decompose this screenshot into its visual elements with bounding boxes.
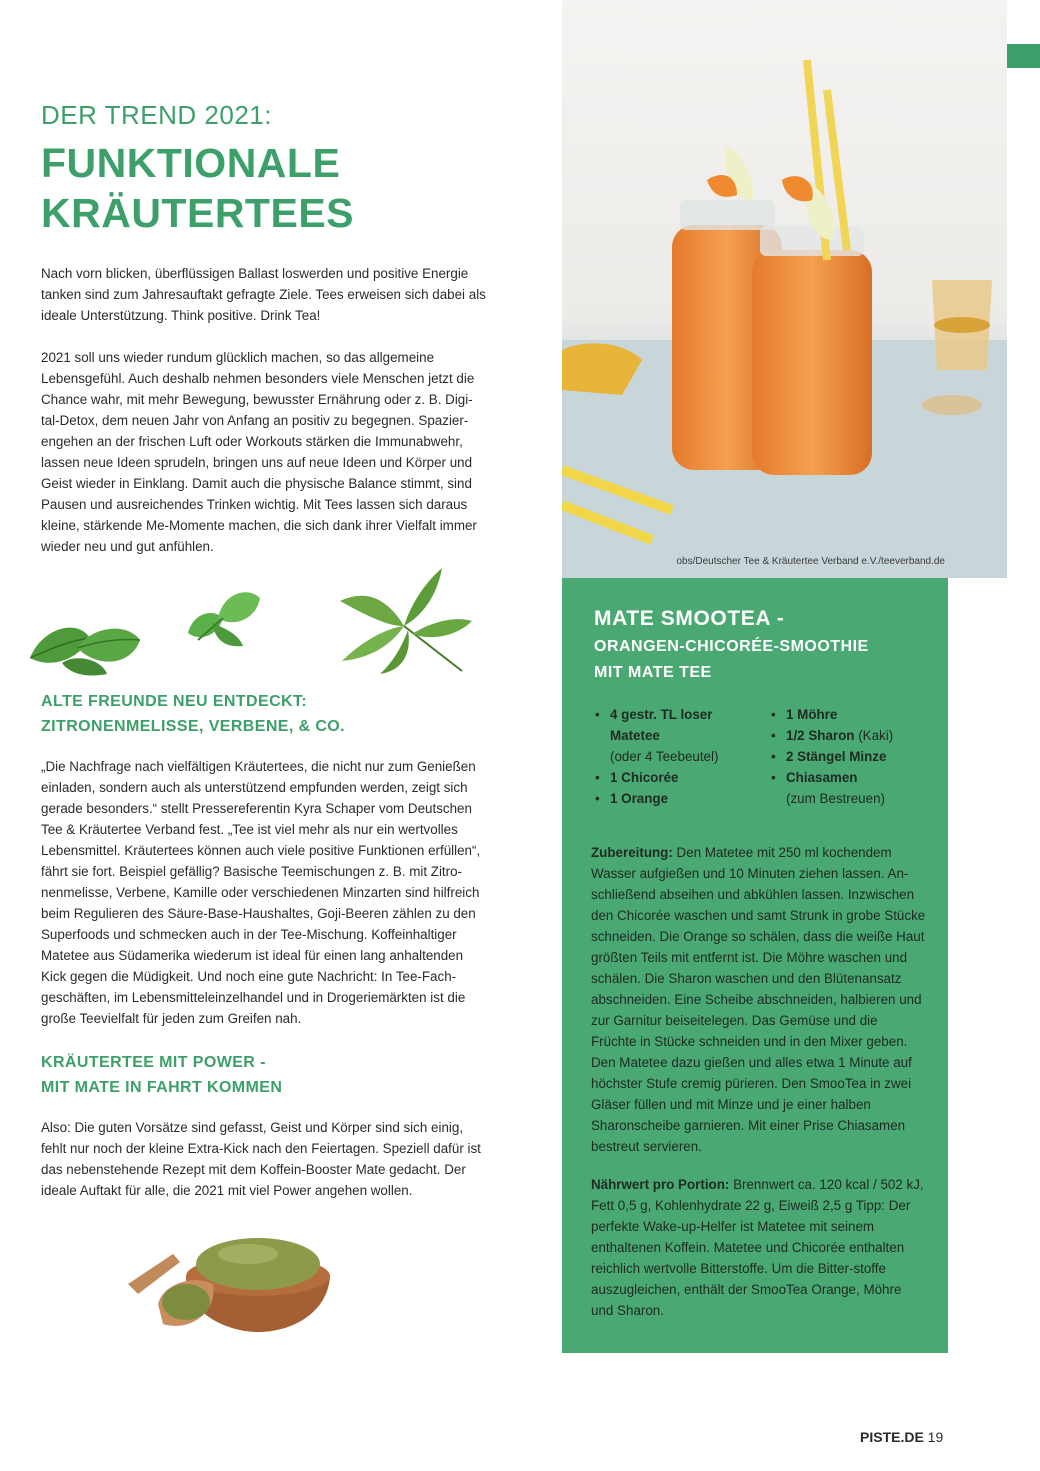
ingredient-note: (zum Bestreuen) (786, 791, 885, 806)
ingredient-item: • 4 gestr. TL loser (595, 704, 755, 725)
photo-credit: obs/Deutscher Tee & Kräutertee Verband e.V./teeverband.de (676, 556, 945, 567)
smoothie-photo (562, 0, 1007, 578)
recipe-title: MATE SMOOTEA - ORANGEN-CHICORÉE-SMOOTHIE MIT MATE TEE (594, 607, 869, 681)
section-1-body: „Die Nachfrage nach vielfältigen Kräutertees, die nicht nur zum Genießen einladen, sondern auch als unterstützend empfunden werden, zeigt sich gerade besonders.“ stellt Pressereferentin Kyra Schaper vom Deutschen Tee & Kräutertee Verband fest. „Tee ist viel mehr als nur ein wertvolles Lebensmittel. Kräutertees können auch viele positive Funktionen erfüllen“, fährt sie fort. Beispiel gefällig? Basische Teemischungen z. B. mit Zitro-nenmelisse, Verbene, Kamille oder verschiedenen Minzarten sind hilfreich beim Regulieren des Säure-Base-Haushaltes, Goji-Beeren zählen zu den Superfoods und schmecken auch in der Tee-Mischung. Koffeinhaltiger Matetee aus Südamerika wiederum ist ideal für einen lang anhaltenden Kick gegen die Müdigkeit. Und noch eine gute Nachricht: In Tee-Fach-geschäften, im Lebensmitteleinzelhandel und in Drogeriemärkten ist die große Teevielfalt für jeden zum Greifen nah. (41, 759, 481, 1026)
ingredient-note: (oder 4 Teebeutel) (610, 749, 719, 764)
section-2-body: Also: Die guten Vorsätze sind gefasst, Geist und Körper sind sich einig, fehlt nur noch der kleine Extra-Kick nach den Feiertagen. Speziell dafür ist das nebenstehende Rezept mit dem Koffein-Booster Mate gedacht. Der ideale Auftakt für alle, die 2021 mit viel Power angehen wollen. (41, 1120, 481, 1198)
ingredient-item: • 2 Stängel Minze (771, 746, 941, 767)
nutrition-label: Nährwert pro Portion: (591, 1177, 730, 1192)
page-title (41, 138, 354, 238)
recipe-box (562, 578, 948, 1353)
site-name: PISTE.DE (860, 1429, 924, 1445)
lemon-balm-leaves-image (22, 608, 147, 680)
ingredient-item: • 1 Orange (595, 788, 755, 809)
body-paragraph-2: 2021 soll uns wieder rundum glücklich machen, so das allgemeine Lebensgefühl. Auch deshalb nehmen besonders viele Menschen jetzt die Chance wahr, mit mehr Bewegung, bewusster Ernährung oder z. B. Digi-tal-Detox, dem neuen Jahr von Anfang an positiv zu begegnen. Spazier-engehen an der frischen Luft oder Workouts stärken die Immunabwehr, lassen neue Ideen sprudeln, bringen uns auf neue Ideen und Körper und Geist wieder in Einklang. Damit auch die physische Balance stimmt, sind Pausen und ausreichendes Trinken wichtig. Mit Tees lassen sich daraus kleine, stärkende Me-Momente machen, die sich dank ihrer Vielfalt immer wieder neu und gut anfühlen. (41, 350, 477, 554)
ingredient-item: • 1 Möhre (771, 704, 941, 725)
mint-sprig-image (178, 578, 268, 650)
intro-paragraph: Nach vorn blicken, überflüssigen Ballast loswerden und positive Energie tanken sind zum Jahresauftakt gefragte Ziele. Tees erweisen sich dabei als ideale Unterstützung. Think positive. Drink Tea! (41, 266, 486, 323)
preparation-label: Zubereitung: (591, 845, 673, 860)
title-line-2: KRÄUTERTEES (41, 190, 355, 236)
title-line-1: FUNKTIONALE (41, 140, 341, 186)
page-footer (860, 1429, 943, 1445)
ingredient-item-cont: Matetee (610, 728, 660, 743)
kicker: DER TREND 2021: (41, 100, 272, 130)
ingredient-item: • 1/2 Sharon (Kaki) (771, 725, 941, 746)
page-number: 19 (923, 1429, 944, 1445)
verbena-sprig-image (332, 566, 477, 681)
ingredients-list-right (771, 704, 941, 809)
ingredients-list-left (595, 704, 755, 809)
section-tab-marker (1007, 44, 1040, 68)
ingredient-item: • Chiasamen (771, 767, 941, 788)
smoothie-photo-art (562, 0, 1007, 578)
recipe-nutrition: Nährwert pro Portion: Brennwert ca. 120 kcal / 502 kJ, Fett 0,5 g, Kohlenhydrate 22 g, Eiweiß 2,5 g Tipp: Der perfekte Wake-up-Helfer ist Matetee mit seinem enthaltenen Koffein. Matetee und Chicorée enthalten reichlich wertvolle Bitterstoffe. Um die Bitter-stoffe auszugleichen, enthält der SmooTea Orange, Möhre und Sharon. (591, 1177, 924, 1318)
mate-tea-bowl-image (118, 1214, 343, 1334)
section-heading-alte-freunde: ALTE FREUNDE NEU ENTDECKT: ZITRONENMELISSE, VERBENE, & CO. (41, 693, 345, 735)
ingredient-item: • 1 Chicorée (595, 767, 755, 788)
section-heading-kraeutertee-power: KRÄUTERTEE MIT POWER - MIT MATE IN FAHRT KOMMEN (41, 1054, 283, 1096)
recipe-preparation: Zubereitung: Den Matetee mit 250 ml kochendem Wasser aufgießen und 10 Minuten ziehen lassen. An-schließend abseihen und abkühlen lassen. Inzwischen den Chicorée waschen und samt Strunk in grobe Stücke schneiden. Die Orange so schälen, dass die weiße Haut größten Teils mit entfernt ist. Die Möhre waschen und schälen. Die Sharon waschen und den Blütenansatz abschneiden. Eine Scheibe abschneiden, halbieren und zur Garnitur beiseitelegen. Das Gemüse und die Früchte in Stücke schneiden und in den Mixer geben. Den Matetee dazu gießen und alles etwa 1 Minute auf höchster Stufe cremig pürieren. Den SmooTea in zwei Gläser füllen und mit Minze und je einer halben Sharonscheibe garnieren. Mit einer Prise Chiasamen bestreut servieren. (591, 845, 926, 1154)
